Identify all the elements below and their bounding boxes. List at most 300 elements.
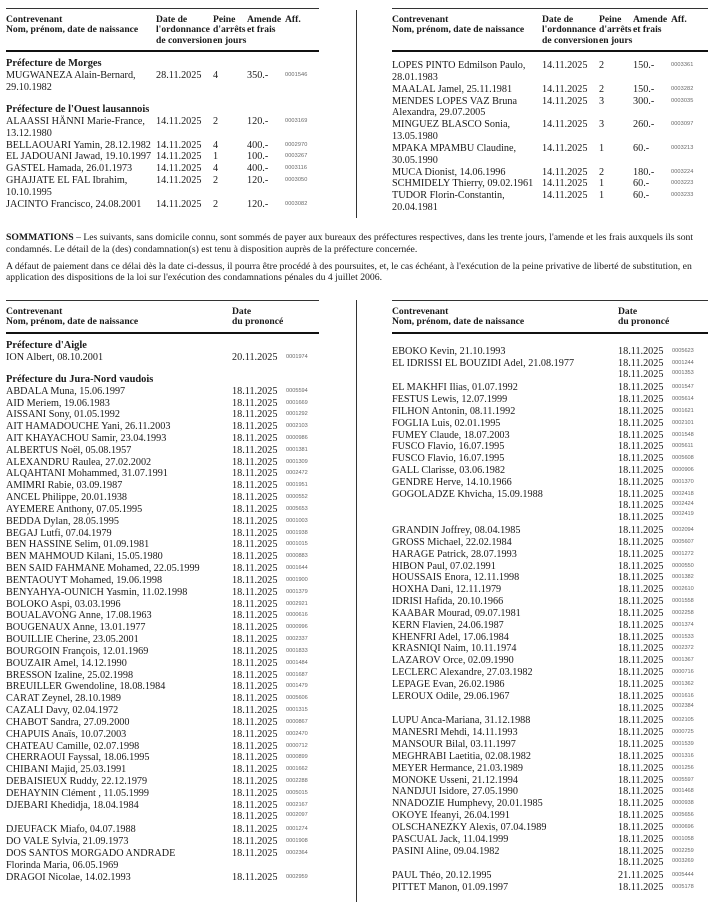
prononce-dates: [232, 658, 286, 670]
aff-number: 0001548: [672, 431, 694, 438]
contrevenant-name: [392, 632, 618, 644]
contrevenant-name: [6, 670, 232, 682]
table-row: [6, 729, 319, 741]
table-row: [6, 634, 319, 646]
contrevenant-name: [6, 741, 232, 753]
contrevenant-name: [392, 465, 618, 477]
table-row: [392, 584, 708, 596]
name-line: DJEUFACK Miafo, 04.07.1988: [6, 824, 136, 836]
name-line: KRASNIQI Naim, 10.11.1974: [392, 643, 517, 655]
name-line-2: Florinda Maria, 06.05.1969: [6, 859, 119, 871]
name-line: EL JADOUANI Jawad, 19.10.1997: [6, 151, 152, 163]
aff-number: 0005594: [286, 387, 308, 394]
aff-number: 0003213: [671, 144, 694, 151]
prononce-date: 18.11.2025: [618, 810, 664, 822]
prononce-date: 18.11.2025: [232, 563, 278, 575]
table-row: [392, 465, 708, 477]
aff-numbers: [286, 528, 319, 540]
name-line: PASINI Aline, 09.04.1982: [392, 845, 500, 857]
header-aff: Aff.: [671, 14, 687, 25]
name-line: GRANDIN Joffrey, 08.04.1985: [392, 525, 521, 537]
prononce-date: 18.11.2025: [232, 824, 278, 836]
aff-number: 0001272: [672, 550, 694, 557]
name-line: FUSCO Flavio, 16.07.1995: [392, 441, 505, 453]
prononce-dates: [232, 551, 286, 563]
contrevenant-name: [392, 643, 618, 655]
table-row: [392, 537, 708, 549]
amende-frais: 400.-: [247, 163, 269, 175]
table-row: [392, 810, 708, 822]
table-row: [6, 599, 319, 611]
aff-number: 0003116: [285, 165, 308, 172]
aff-number: 0003267: [285, 153, 308, 160]
contrevenant-name: [392, 775, 618, 787]
table-row: [6, 398, 319, 410]
ordonnance-date: 14.11.2025: [156, 139, 202, 151]
peine-jours: 3: [599, 95, 605, 107]
aff-numbers: [672, 667, 708, 679]
table-row: [392, 441, 708, 453]
aff-number: 0001362: [672, 680, 694, 687]
prononce-date: 18.11.2025: [232, 705, 278, 717]
prononce-dates: [232, 622, 286, 634]
table-row: [392, 178, 708, 190]
contrevenant-name: [392, 453, 618, 465]
name-line: ION Albert, 08.10.2001: [6, 351, 104, 363]
name-line: AID Meriem, 19.06.1983: [6, 397, 110, 409]
table-row: [6, 151, 319, 163]
contrevenant-name: [392, 60, 542, 84]
prononce-dates: [618, 346, 672, 358]
name-line: BEN SAID FAHMANE Mohamed, 22.05.1999: [6, 563, 200, 575]
name-line: PAUL Théo, 20.12.1995: [392, 870, 492, 882]
prononce-dates: [232, 480, 286, 492]
prononce-dates: [618, 430, 672, 442]
prononce-dates: [232, 741, 286, 753]
contrevenant-name: [6, 622, 232, 634]
aff-numbers: [672, 775, 708, 787]
aff-number: 0002970: [285, 141, 308, 148]
prononce-date: 18.11.2025: [232, 764, 278, 776]
conversion-table-right: [392, 8, 708, 214]
contrevenant-name: [6, 175, 156, 199]
amende-frais: 100.-: [247, 151, 269, 163]
prononce-dates: [618, 882, 672, 894]
name-line: NNADOZIE Humphevy, 20.01.1985: [392, 798, 543, 810]
prononce-date: 18.11.2025: [618, 488, 664, 500]
name-line: FESTUS Lewis, 12.07.1999: [392, 394, 508, 406]
name-line: HIBON Paul, 07.02.1991: [392, 560, 496, 572]
header-contrevenant: Contrevenant Nom, prénom, date de naissance: [392, 14, 525, 36]
name-line: CHERRAOUI Fayssal, 18.06.1995: [6, 752, 150, 764]
name-line: NANDJUI Isidore, 27.05.1990: [392, 786, 518, 798]
aff-numbers: [286, 468, 319, 480]
name-line-2: Alexandra, 29.07.2005: [392, 107, 486, 119]
contrevenant-name: [6, 445, 232, 457]
contrevenant-name: [392, 655, 618, 667]
aff-number: 0003224: [671, 168, 694, 175]
header-rule: [6, 332, 319, 334]
ordonnance-date: 14.11.2025: [542, 178, 588, 190]
aff-number: 0000986: [286, 434, 308, 441]
prononce-dates: [232, 504, 286, 516]
contrevenant-name: [6, 587, 232, 599]
aff-numbers: [672, 715, 708, 727]
header-rule: [392, 332, 708, 334]
name-line: KERN Flavien, 24.06.1987: [392, 619, 504, 631]
aff-number: 0000867: [286, 718, 308, 725]
prononce-dates: [232, 836, 286, 848]
prononce-date: 18.11.2025: [618, 476, 664, 488]
prononce-date: 18.11.2025: [232, 539, 278, 551]
prononce-date: 18.11.2025: [618, 429, 664, 441]
aff-numbers: [672, 537, 708, 549]
name-line: GOGOLADZE Khvicha, 15.09.1988: [392, 488, 543, 500]
aff-numbers: [672, 465, 708, 477]
amende-frais: 120.-: [247, 115, 269, 127]
name-line: GROSS Michael, 22.02.1984: [392, 536, 512, 548]
prononce-dates: [618, 798, 672, 810]
prononce-dates: [618, 751, 672, 763]
table-row: [392, 394, 708, 406]
table-row: [392, 143, 708, 167]
table-row: [6, 492, 319, 504]
aff-numbers: [672, 643, 708, 655]
prononce-date: 18.11.2025: [618, 453, 664, 465]
table-row: [6, 563, 319, 575]
prononce-dates: [618, 477, 672, 489]
prefecture-heading: Préfecture du Jura-Nord vaudois: [6, 373, 154, 385]
aff-numbers: [672, 406, 708, 418]
prononce-dates: [232, 800, 286, 824]
prononce-date: 18.11.2025: [232, 693, 278, 705]
prononce-dates: [618, 394, 672, 406]
aff-numbers: [672, 798, 708, 810]
table-row: [392, 96, 708, 120]
table-row: [392, 643, 708, 655]
table-row: [392, 822, 708, 834]
prefecture-heading: Préfecture de Morges: [6, 58, 102, 70]
name-line: BOLOKO Aspi, 03.03.1996: [6, 598, 121, 610]
prononce-date: 18.11.2025: [232, 586, 278, 598]
sommations-text: – Les suivants, sans domicile connu, sont sommés de payer aux bureaux des préfectures respectives, dans les trente jours, l'amende et les frais auxquels ils sont condamnés. Le détail de la (des) condamnation(s) est tenu à disposition auprès de la préfecture concernée.: [6, 232, 694, 255]
name-line: BRESSON Izaline, 25.02.1998: [6, 669, 134, 681]
contrevenant-name: [6, 421, 232, 433]
aff-numbers: [672, 882, 708, 894]
aff-number: 0003233: [671, 192, 694, 199]
aff-number: 0001938: [286, 529, 308, 536]
ordonnance-date: 14.11.2025: [542, 142, 588, 154]
sommation-table-right: [392, 300, 708, 894]
header-aff: Aff.: [285, 14, 301, 25]
prononce-date: 18.11.2025: [618, 786, 664, 798]
header-date-ordonnance: Date de l'ordonnance de conversion: [542, 14, 599, 46]
prononce-date: 18.11.2025: [618, 536, 664, 548]
table-row: [6, 504, 319, 516]
contrevenant-name: [6, 872, 232, 884]
contrevenant-name: [392, 810, 618, 822]
aff-number: 0000716: [672, 669, 694, 676]
name-line: JACINTO Francisco, 24.08.2001: [6, 198, 142, 210]
prononce-date: 18.11.2025: [618, 821, 664, 833]
aff-number: 0001379: [286, 588, 308, 595]
aff-numbers: [672, 561, 708, 573]
name-line: ALEXANDRU Raulea, 27.02.2002: [6, 456, 152, 468]
aff-numbers: [286, 646, 319, 658]
table-row: [392, 453, 708, 465]
aff-number: 0000696: [672, 823, 694, 830]
aff-number: 0000938: [672, 800, 694, 807]
table-row: [392, 727, 708, 739]
prononce-dates: [232, 445, 286, 457]
prononce-date: 18.11.2025: [232, 421, 278, 433]
name-line: DEBAISIEUX Ruddy, 22.12.1979: [6, 776, 148, 787]
aff-number: 0002472: [286, 470, 308, 477]
name-line-2: 13.05.1980: [392, 131, 438, 143]
prononce-dates: [232, 705, 286, 717]
aff-number: 0001974: [286, 353, 308, 360]
prononce-dates: [232, 693, 286, 705]
name-line-2: 10.10.1995: [6, 186, 52, 198]
prononce-dates: [618, 632, 672, 644]
table-row: [392, 751, 708, 763]
aff-number: 0000725: [672, 729, 694, 736]
prononce-date: 18.11.2025: [618, 667, 664, 679]
name-line: KAABAR Mourad, 09.07.1981: [392, 607, 521, 619]
name-line: BOUGENAUX Anne, 13.01.1977: [6, 622, 146, 634]
prononce-date: 18.11.2025: [232, 385, 278, 397]
contrevenant-name: [392, 786, 618, 798]
contrevenant-name: [392, 119, 542, 143]
name-line: PASCUAL Jack, 11.04.1999: [392, 833, 509, 845]
prononce-date: 18.11.2025: [618, 560, 664, 572]
aff-numbers: [286, 681, 319, 693]
prononce-dates: [618, 465, 672, 477]
contrevenant-name: [6, 151, 156, 163]
prononce-date: 18.11.2025: [232, 444, 278, 456]
contrevenant-name: [392, 394, 618, 406]
prononce-dates: [232, 409, 286, 421]
name-line: GASTEL Hamada, 26.01.1973: [6, 163, 133, 175]
prononce-dates: [618, 608, 672, 620]
prononce-date: 18.11.2025: [618, 417, 664, 429]
table-row: [392, 870, 708, 882]
aff-number: 0001468: [672, 788, 694, 795]
aff-number: 0001621: [672, 407, 694, 414]
amende-frais: 150.-: [633, 60, 655, 72]
table-row: [6, 433, 319, 445]
contrevenant-name: [392, 167, 542, 179]
table-row: [6, 528, 319, 540]
name-line: BEN MAHMOUD Kilani, 15.05.1980: [6, 551, 163, 563]
prononce-dates: [232, 563, 286, 575]
contrevenant-name: [6, 116, 156, 140]
amende-frais: 400.-: [247, 139, 269, 151]
contrevenant-name: [392, 620, 618, 632]
table-row: [392, 691, 708, 715]
contrevenant-name: [6, 705, 232, 717]
aff-number: 0003035: [671, 97, 694, 104]
aff-numbers: [672, 453, 708, 465]
contrevenant-name: [392, 537, 618, 549]
name-line: MANSOUR Bilal, 03.11.1997: [392, 739, 516, 751]
table-row: [6, 468, 319, 480]
aff-numbers: [286, 551, 319, 563]
peine-jours: 1: [213, 151, 219, 163]
table-row: [6, 352, 319, 364]
table-row: [6, 551, 319, 563]
table-row: [392, 572, 708, 584]
prononce-date: 18.11.2025: [232, 669, 278, 681]
prononce-dates: [618, 358, 672, 382]
aff-number: 0005607: [672, 538, 694, 545]
table-row: [392, 477, 708, 489]
name-line: EL MAKHFI Ilias, 01.07.1992: [392, 382, 518, 394]
aff-number: 0001558: [672, 598, 694, 605]
aff-numbers: [672, 632, 708, 644]
aff-numbers: [672, 358, 708, 382]
aff-numbers: [286, 729, 319, 741]
aff-number: 0001315: [286, 707, 308, 714]
aff-number: 0002419: [672, 511, 694, 517]
table-row: [392, 190, 708, 214]
aff-number: 0003169: [285, 117, 308, 124]
aff-number: 0001533: [672, 633, 694, 640]
prononce-date: 18.11.2025: [618, 357, 664, 369]
contrevenant-name: [6, 409, 232, 421]
table-row: [392, 798, 708, 810]
contrevenant-name: [392, 667, 618, 679]
prononce-dates: [232, 717, 286, 729]
header-date-prononce: Date du prononcé: [232, 306, 284, 328]
aff-numbers: [286, 836, 319, 848]
aff-number: 0005653: [286, 505, 308, 512]
prononce-dates: [618, 620, 672, 632]
table-row: [392, 84, 708, 96]
name-line: KHENFRI Adel, 17.06.1984: [392, 631, 509, 643]
name-line: BELLAOUARI Yamin, 28.12.1982: [6, 139, 151, 151]
name-line: BENYAHYA-OUNICH Yasmin, 11.02.1998: [6, 586, 188, 598]
ordonnance-date: 28.11.2025: [156, 70, 202, 82]
aff-number: 0005015: [286, 789, 308, 796]
prononce-date: 18.11.2025: [618, 394, 664, 406]
prononce-date: 18.11.2025: [618, 596, 664, 608]
header-amende: Amende et frais: [633, 14, 668, 36]
aff-number: 0001669: [286, 399, 308, 406]
prononce-dates: [232, 468, 286, 480]
name-line: FILHON Antonin, 08.11.1992: [392, 405, 516, 417]
name-line: CHIBANI Majid, 25.03.1991: [6, 764, 127, 776]
aff-number: 0005178: [672, 883, 694, 890]
aff-numbers: [672, 727, 708, 739]
name-line: CAZALI Davy, 02.04.1972: [6, 705, 119, 717]
name-line: CARAT Zeynel, 28.10.1989: [6, 693, 121, 705]
aff-number: 0003223: [671, 180, 694, 187]
table-row: [392, 60, 708, 84]
name-line: ALBERTUS Noël, 05.08.1957: [6, 444, 132, 456]
aff-number: 0005623: [672, 347, 694, 354]
prononce-date: 18.11.2025: [232, 456, 278, 468]
name-line: MUGWANEZA Alain-Bernard,: [6, 70, 136, 82]
aff-numbers: [672, 608, 708, 620]
peine-jours: 1: [599, 178, 605, 190]
prononce-dates: [232, 729, 286, 741]
contrevenant-name: [392, 751, 618, 763]
aff-number: 0005656: [672, 812, 694, 819]
name-line: EL IDRISSI EL BOUZIDI Adel, 21.08.1977: [392, 357, 575, 369]
prononce-date: 18.11.2025: [618, 857, 664, 869]
table-row: [392, 358, 708, 382]
contrevenant-name: [6, 539, 232, 551]
prefecture-heading: Préfecture de l'Ouest lausannois: [6, 103, 150, 115]
aff-number: 0001547: [672, 384, 694, 391]
name-line: ALQAHTANI Mohammed, 31.07.1991: [6, 468, 168, 480]
prononce-date: 18.11.2025: [232, 503, 278, 515]
contrevenant-name: [392, 178, 542, 190]
prononce-dates: [618, 763, 672, 775]
table-row: [392, 882, 708, 894]
aff-numbers: [672, 525, 708, 537]
prononce-dates: [618, 596, 672, 608]
prononce-dates: [618, 667, 672, 679]
table-row: [6, 741, 319, 753]
contrevenant-name: [6, 752, 232, 764]
table-row: [392, 620, 708, 632]
table-row: [392, 596, 708, 608]
contrevenant-name: [6, 800, 232, 824]
table-row: [392, 418, 708, 430]
prononce-date: 18.11.2025: [618, 548, 664, 560]
aff-number: 0001292: [286, 411, 308, 418]
prononce-date: 20.11.2025: [232, 351, 278, 363]
prononce-date: 18.11.2025: [618, 833, 664, 845]
prononce-dates: [232, 776, 286, 788]
prononce-dates: [232, 516, 286, 528]
name-line: HOUSSAIS Enora, 12.11.1998: [392, 572, 520, 584]
table-row: [392, 834, 708, 846]
aff-numbers: [286, 433, 319, 445]
aff-number: 0001382: [672, 574, 694, 581]
prononce-dates: [232, 539, 286, 551]
prononce-date: 18.11.2025: [232, 527, 278, 539]
contrevenant-name: [6, 764, 232, 776]
name-line: BOURGOIN François, 12.01.1969: [6, 645, 149, 657]
name-line: LAZAROV Orce, 02.09.1990: [392, 655, 514, 667]
prononce-dates: [618, 786, 672, 798]
contrevenant-name: [392, 96, 542, 120]
sommation-table-left: [6, 300, 319, 883]
prononce-date: 18.11.2025: [618, 441, 664, 453]
aff-number: 0000616: [286, 612, 308, 619]
aff-numbers: [286, 599, 319, 611]
prononce-date: 18.11.2025: [232, 871, 278, 883]
table-row: [6, 575, 319, 587]
contrevenant-name: [6, 140, 156, 152]
top-rule: [392, 300, 708, 301]
prononce-dates: [618, 489, 672, 524]
header-date-ordonnance: Date de l'ordonnance de conversion: [156, 14, 213, 46]
peine-jours: 2: [599, 166, 605, 178]
contrevenant-name: [6, 504, 232, 516]
name-line: CHATEAU Camille, 02.07.1998: [6, 740, 140, 752]
table-row: [6, 70, 319, 94]
table-row: [6, 140, 319, 152]
contrevenant-name: [392, 596, 618, 608]
aff-numbers: [672, 584, 708, 596]
name-line: MENDES LOPES VAZ Bruna: [392, 95, 517, 107]
aff-number: 0000712: [286, 742, 308, 749]
prononce-dates: [618, 846, 672, 870]
